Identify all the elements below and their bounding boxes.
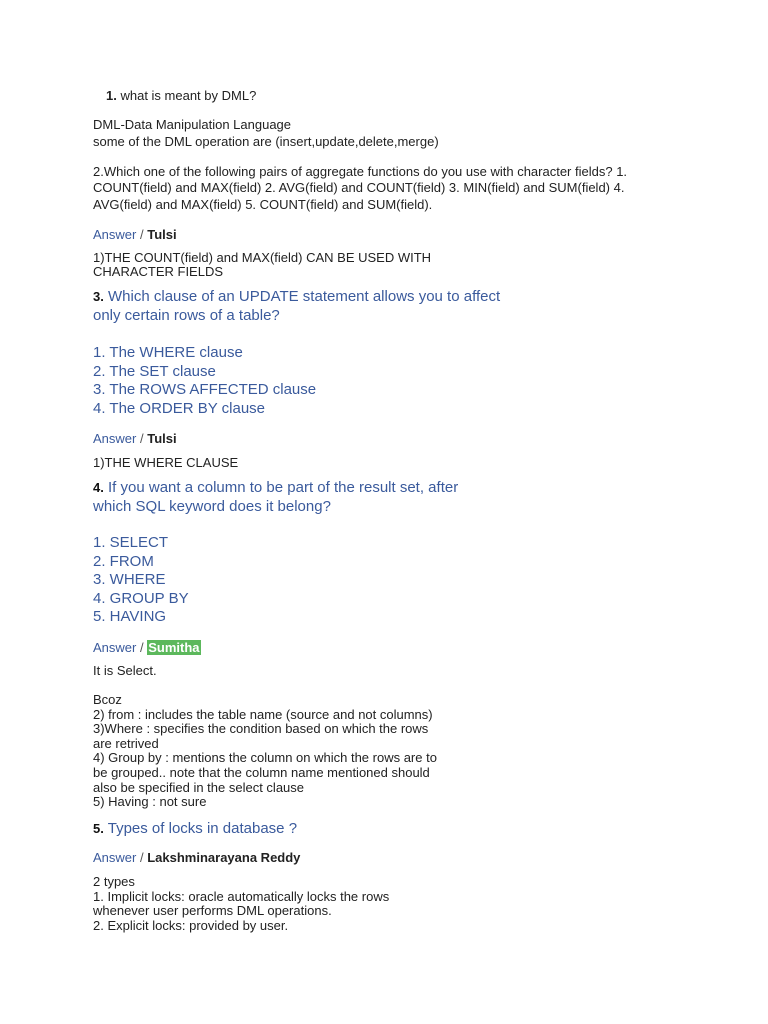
question-5-text: Types of locks in database ? — [107, 820, 298, 837]
answer-label: Answer — [93, 640, 137, 655]
answer-separator: / — [139, 850, 144, 865]
question-4-number: 4. — [93, 480, 104, 495]
question-4-text-line-1: If you want a column to be part of the result set, after — [108, 479, 459, 496]
answer-author-highlighted: Sumitha — [148, 640, 200, 655]
question-2-answer-line-1: 1)THE COUNT(field) and MAX(field) CAN BE USED WITH — [93, 250, 432, 265]
question-5-answer-header — [93, 850, 300, 865]
answer-author: Tulsi — [147, 431, 177, 446]
question-4-text-line-2: which SQL keyword does it belong? — [93, 498, 331, 515]
question-3-text-line-2: only certain rows of a table? — [93, 307, 280, 324]
question-1-answer-line-2: some of the DML operation are (insert,update,delete,merge) — [93, 134, 439, 149]
question-5-answer-body: 2 types 1. Implicit locks: oracle automatically locks the rows whenever user performs DML operations. 2. Explicit locks: provided by user. — [93, 874, 390, 933]
question-4-option: 1. SELECT — [93, 534, 169, 551]
question-3-option: 2. The SET clause — [93, 362, 216, 380]
question-2-line-3: AVG(field) and MAX(field) 5. COUNT(field) and SUM(field). — [93, 197, 433, 212]
question-5 — [93, 819, 297, 838]
question-3-options — [93, 344, 316, 418]
question-3-option: 3. The ROWS AFFECTED clause — [93, 381, 317, 399]
question-3-answer-text: 1)THE WHERE CLAUSE — [93, 455, 239, 470]
question-3-option: 4. The ORDER BY clause — [93, 399, 266, 417]
question-1-text: what is meant by DML? — [120, 88, 257, 103]
answer-author: Tulsi — [147, 227, 177, 242]
question-3-answer-header — [93, 431, 177, 446]
question-1-answer-line-1: DML-Data Manipulation Language — [93, 117, 292, 132]
question-3-option: 1. The WHERE clause — [93, 344, 243, 361]
question-4-option: 3. WHERE — [93, 571, 166, 589]
answer-separator: / — [139, 640, 144, 655]
question-2-answer-line-2: CHARACTER FIELDS — [93, 264, 224, 279]
question-4-options — [93, 534, 189, 627]
answer-author: Lakshminarayana Reddy — [147, 850, 301, 865]
question-1 — [106, 89, 256, 104]
answer-separator: / — [139, 227, 144, 242]
question-3-number: 3. — [93, 289, 104, 304]
answer-label: Answer — [93, 431, 137, 446]
question-2-answer-header — [93, 227, 177, 242]
question-4-option: 4. GROUP BY — [93, 589, 189, 607]
question-4-option: 2. FROM — [93, 552, 154, 570]
question-1-number: 1. — [106, 88, 117, 103]
answer-separator: / — [139, 431, 144, 446]
question-4 — [93, 478, 458, 516]
question-5-number: 5. — [93, 821, 104, 836]
question-2-line-2: COUNT(field) and MAX(field) 2. AVG(field) and COUNT(field) 3. MIN(field) and SUM(field) 4. — [93, 180, 625, 195]
question-4-option: 5. HAVING — [93, 608, 167, 626]
question-4-answer-body: Bcoz 2) from : includes the table name (source and not columns) 3)Where : specifies the condition based on which the rows are retrived 4) Group by : mentions the column on which the rows are to be grouped.. note that the column name mentioned should also be specified in the select clause 5) Having : not sure — [93, 692, 437, 810]
question-2-line-1: 2.Which one of the following pairs of aggregate functions do you use with character fields? 1. — [93, 164, 628, 179]
question-3 — [93, 287, 500, 325]
answer-label: Answer — [93, 850, 137, 865]
question-4-answer-header — [93, 640, 201, 655]
question-3-text-line-1: Which clause of an UPDATE statement allows you to affect — [108, 288, 501, 305]
question-4-answer-text: It is Select. — [93, 663, 157, 678]
answer-label: Answer — [93, 227, 137, 242]
